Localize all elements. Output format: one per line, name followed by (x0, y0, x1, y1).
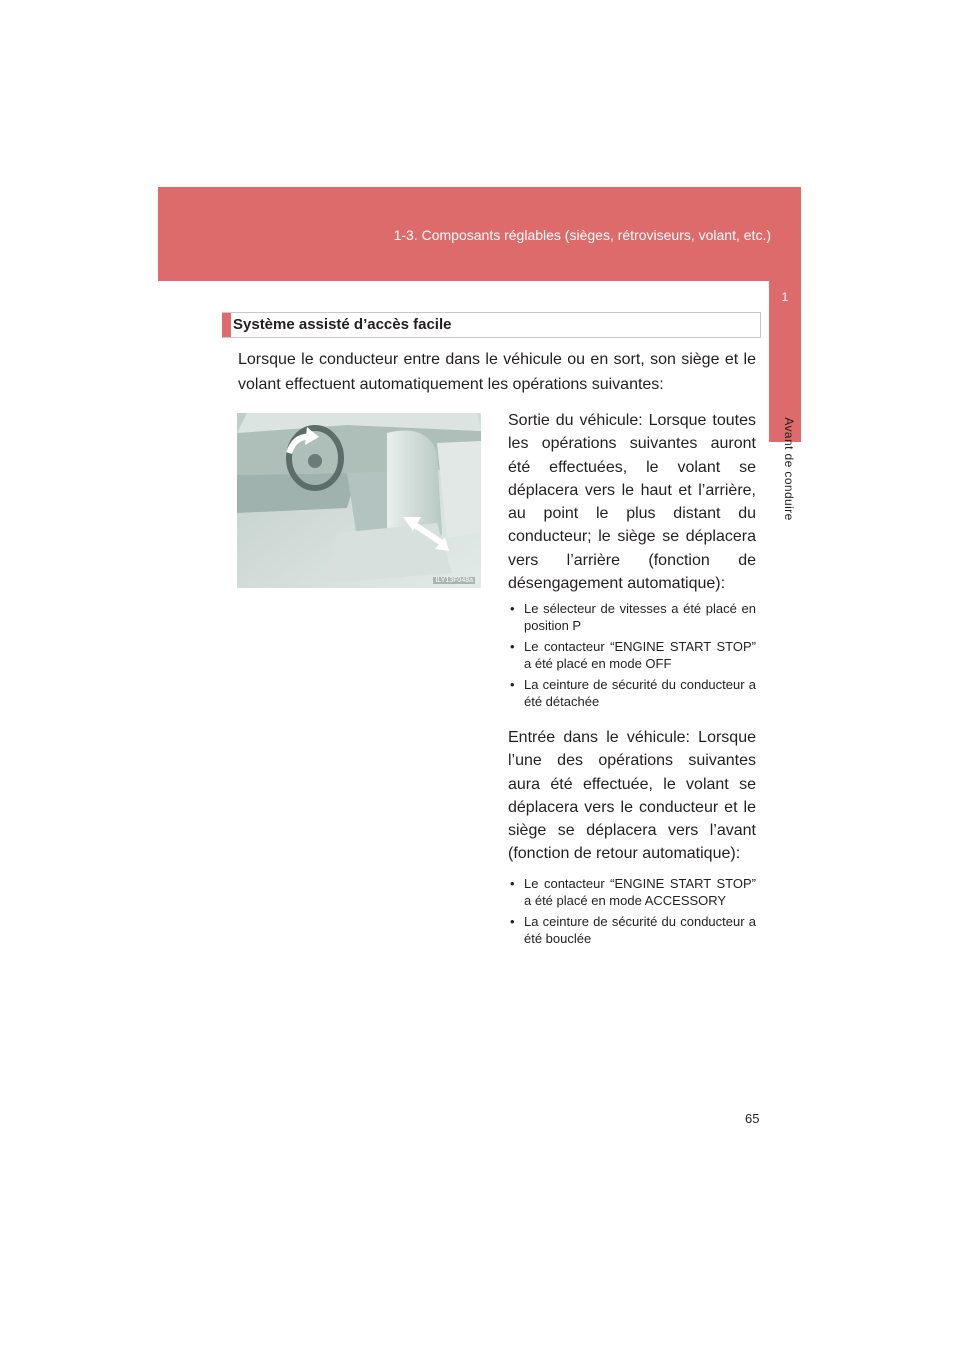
section-intro: Lorsque le conducteur entre dans le véhicule ou en sort, son siège et le volant effectuent automatiquement les opérations suivantes: (238, 351, 756, 393)
chapter-number: 1 (781, 290, 789, 304)
exit-conditions-list (508, 600, 756, 714)
list-item: • La ceinture de sécurité du conducteur a été bouclée (508, 913, 756, 947)
entry-conditions-list (508, 875, 756, 951)
section-title: Système assisté d’accès facile (233, 316, 452, 333)
section-heading-bar (222, 313, 231, 337)
figure-code: ILY13F048a (435, 577, 473, 584)
list-item: • Le contacteur “ENGINE START STOP” a été placé en mode OFF (508, 638, 756, 672)
entry-description: Entrée dans le véhicule: Lorsque l’une des opérations suivantes aura été effectuée, le volant se déplacera vers le conducteur et le siège se déplacera vers l’avant (fonction de retour automatique): (508, 729, 756, 863)
chapter-header (158, 187, 801, 281)
page-number: 65 (745, 1111, 760, 1126)
list-item: • Le contacteur “ENGINE START STOP” a été placé en mode ACCESSORY (508, 875, 756, 909)
list-item: • La ceinture de sécurité du conducteur a été détachée (508, 676, 756, 710)
list-item: • Le sélecteur de vitesses a été placé en position P (508, 600, 756, 634)
chapter-title: 1-3. Composants réglables (sièges, rétroviseurs, volant, etc.) (393, 227, 771, 243)
chapter-side-label: Avant de conduire (782, 417, 796, 521)
exit-description: Sortie du véhicule: Lorsque toutes les opérations suivantes auront été effectuées, le volant se déplacera vers le haut et l’arrière, au point le plus distant du conducteur; le siège se déplacera vers l’arrière (fonction de désengagement automatique): (508, 412, 756, 593)
section-heading (222, 312, 761, 338)
car-interior-drawing (237, 413, 481, 588)
car-interior-illustration (237, 413, 481, 588)
